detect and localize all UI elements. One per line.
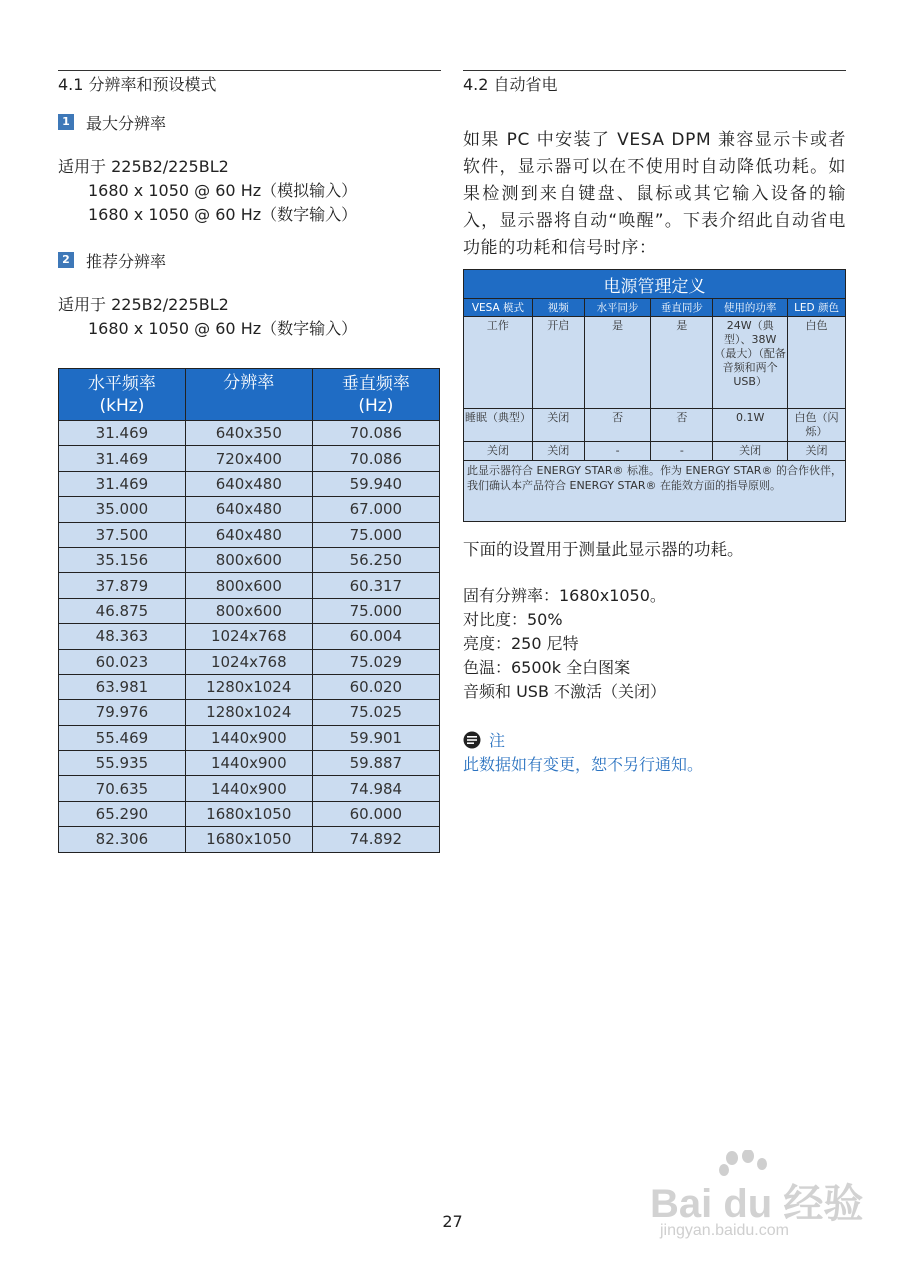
table-cell: 55.935: [59, 751, 186, 776]
power-table-title-row: [464, 270, 846, 299]
rec-res-digital: 1680 x 1050 @ 60 Hz（数字输入）: [88, 319, 358, 338]
table-cell: 60.000: [312, 801, 439, 826]
table-cell: 640x480: [185, 497, 312, 522]
cell: 关闭: [464, 442, 533, 461]
cell: 关闭: [788, 442, 846, 461]
table-cell: 74.984: [312, 776, 439, 801]
measurement-block: [463, 538, 846, 777]
right-column: [463, 70, 846, 262]
table-row: [59, 801, 440, 826]
table-cell: 70.635: [59, 776, 186, 801]
table-row: [59, 497, 440, 522]
table-cell: 59.887: [312, 751, 439, 776]
header-h-sync: 水平同步: [584, 299, 651, 317]
table-cell: 1024x768: [185, 624, 312, 649]
table-cell: 800x600: [185, 547, 312, 572]
energy-star-note: 此显示器符合 ENERGY STAR® 标准。作为 ENERGY STAR® 的合作伙伴，我们确认本产品符合 ENERGY STAR® 在能效方面的指导原则。: [464, 461, 846, 522]
table-cell: 70.086: [312, 421, 439, 446]
table-cell: 31.469: [59, 471, 186, 496]
table-cell: 67.000: [312, 497, 439, 522]
baidu-watermark: [650, 1150, 864, 1250]
table-cell: 1440x900: [185, 776, 312, 801]
number-badge: 1: [58, 114, 74, 130]
subsection-label: 推荐分辨率: [86, 251, 167, 271]
power-table-title: 电源管理定义: [464, 270, 846, 299]
power-row-on: [464, 317, 846, 409]
note-header: [463, 728, 846, 751]
setting-item: 对比度：50%: [463, 610, 563, 629]
table-cell: 75.029: [312, 649, 439, 674]
cell: 是: [651, 317, 713, 409]
header-unit: (kHz): [99, 396, 145, 416]
header-led-color: LED 颜色: [788, 299, 846, 317]
table-cell: 60.020: [312, 674, 439, 699]
cell: 白色（闪烁）: [788, 409, 846, 442]
cell: 24W（典型）、38W（最大）（配备音频和两个 USB）: [713, 317, 788, 409]
cell: 开启: [532, 317, 584, 409]
table-cell: 31.469: [59, 421, 186, 446]
header-line: 分辨率: [223, 373, 275, 393]
table-cell: 75.000: [312, 522, 439, 547]
cell: 关闭: [532, 442, 584, 461]
table-cell: 46.875: [59, 598, 186, 623]
table-row: [59, 725, 440, 750]
header-line: 水平频率: [87, 374, 156, 394]
table-cell: 55.469: [59, 725, 186, 750]
table-cell: 1680x1050: [185, 827, 312, 852]
subsection-max-resolution: [58, 111, 441, 133]
cell: 关闭: [532, 409, 584, 442]
max-res-digital: 1680 x 1050 @ 60 Hz（数字输入）: [88, 205, 358, 224]
power-row-off: [464, 442, 846, 461]
table-cell: 74.892: [312, 827, 439, 852]
table-cell: 63.981: [59, 674, 186, 699]
settings-list: [463, 584, 846, 704]
measure-intro: 下面的设置用于测量此显示器的功耗。: [463, 540, 744, 559]
table-cell: 1680x1050: [185, 801, 312, 826]
cell: 否: [651, 409, 713, 442]
note-text: 此数据如有变更，恕不另行通知。: [463, 755, 704, 774]
subsection-recommended-resolution: [58, 249, 441, 271]
table-row: [59, 827, 440, 852]
table-cell: 640x350: [185, 421, 312, 446]
table-cell: 640x480: [185, 522, 312, 547]
cell: 0.1W: [713, 409, 788, 442]
table-cell: 59.940: [312, 471, 439, 496]
header-video: 视频: [532, 299, 584, 317]
header-v-freq: [312, 369, 439, 421]
section-rule: [463, 70, 846, 71]
table-cell: 60.004: [312, 624, 439, 649]
table-cell: 1440x900: [185, 725, 312, 750]
subsection-label: 最大分辨率: [86, 113, 167, 133]
power-row-sleep: [464, 409, 846, 442]
header-vesa-mode: VESA 模式: [464, 299, 533, 317]
table-cell: 60.317: [312, 573, 439, 598]
header-line: 垂直频率: [341, 374, 410, 394]
section-title-power-saving: 4.2 自动省电: [463, 75, 558, 94]
cell: 工作: [464, 317, 533, 409]
page-number: 27: [442, 1212, 463, 1231]
header-power-used: 使用的功率: [713, 299, 788, 317]
table-cell: 35.156: [59, 547, 186, 572]
table-row: [59, 573, 440, 598]
table-cell: 37.879: [59, 573, 186, 598]
table-cell: 75.000: [312, 598, 439, 623]
watermark-brand: Bai du 经验: [650, 1182, 864, 1226]
watermark-url: jingyan.baidu.com: [660, 1222, 789, 1239]
table-cell: 35.000: [59, 497, 186, 522]
table-row: [59, 446, 440, 471]
table-row: [59, 624, 440, 649]
preset-modes-table: [58, 368, 440, 853]
table-row: [59, 649, 440, 674]
table-row: [59, 598, 440, 623]
table-row: [59, 547, 440, 572]
cell: -: [651, 442, 713, 461]
power-table-header-row: [464, 299, 846, 317]
section-title-resolution: 4.1 分辨率和预设模式: [58, 75, 217, 94]
table-cell: 1024x768: [185, 649, 312, 674]
table-row: [59, 776, 440, 801]
table-cell: 79.976: [59, 700, 186, 725]
table-row: [59, 751, 440, 776]
table-cell: 1280x1024: [185, 674, 312, 699]
table-row: [59, 700, 440, 725]
cell: 否: [584, 409, 651, 442]
intro-paragraph: 如果 PC 中安装了 VESA DPM 兼容显示卡或者软件，显示器可以在不使用时自动降低功耗。如果检测到来自键盘、鼠标或其它输入设备的输入，显示器将自动“唤醒”。下表介绍此自动省电功能的功耗和信号时序：: [463, 130, 846, 258]
table-cell: 720x400: [185, 446, 312, 471]
left-column: [58, 70, 441, 341]
header-resolution: [185, 369, 312, 421]
header-h-freq: [59, 369, 186, 421]
header-unit: (Hz): [358, 396, 394, 416]
section-rule: [58, 70, 441, 71]
header-v-sync: 垂直同步: [651, 299, 713, 317]
setting-item: 固有分辨率：1680x1050。: [463, 586, 666, 605]
table-cell: 48.363: [59, 624, 186, 649]
setting-item: 亮度：250 尼特: [463, 634, 579, 653]
table-cell: 56.250: [312, 547, 439, 572]
table-cell: 65.290: [59, 801, 186, 826]
cell: 关闭: [713, 442, 788, 461]
table-cell: 1440x900: [185, 751, 312, 776]
table-row: [59, 471, 440, 496]
table-cell: 75.025: [312, 700, 439, 725]
note-label: 注: [489, 731, 506, 750]
cell: 睡眠（典型）: [464, 409, 533, 442]
max-res-analog: 1680 x 1050 @ 60 Hz（模拟输入）: [88, 181, 358, 200]
table-row: [59, 421, 440, 446]
power-management-table: [463, 269, 846, 522]
power-table-note-row: [464, 461, 846, 522]
table-cell: 640x480: [185, 471, 312, 496]
table-cell: 60.023: [59, 649, 186, 674]
note-icon: [463, 731, 481, 749]
table-row: [59, 522, 440, 547]
table-cell: 1280x1024: [185, 700, 312, 725]
cell: 白色: [788, 317, 846, 409]
table-cell: 31.469: [59, 446, 186, 471]
table-cell: 82.306: [59, 827, 186, 852]
applies-to: 适用于 225B2/225BL2: [58, 157, 229, 176]
table-header-row: [59, 369, 440, 421]
setting-item: 色温：6500k 全白图案: [463, 658, 631, 677]
cell: 是: [584, 317, 651, 409]
setting-item: 音频和 USB 不激活（关闭）: [463, 682, 667, 701]
applies-to: 适用于 225B2/225BL2: [58, 295, 229, 314]
table-cell: 800x600: [185, 573, 312, 598]
table-body: [59, 421, 440, 853]
table-cell: 59.901: [312, 725, 439, 750]
table-cell: 37.500: [59, 522, 186, 547]
table-row: [59, 674, 440, 699]
table-cell: 800x600: [185, 598, 312, 623]
table-cell: 70.086: [312, 446, 439, 471]
cell: -: [584, 442, 651, 461]
number-badge: 2: [58, 252, 74, 268]
